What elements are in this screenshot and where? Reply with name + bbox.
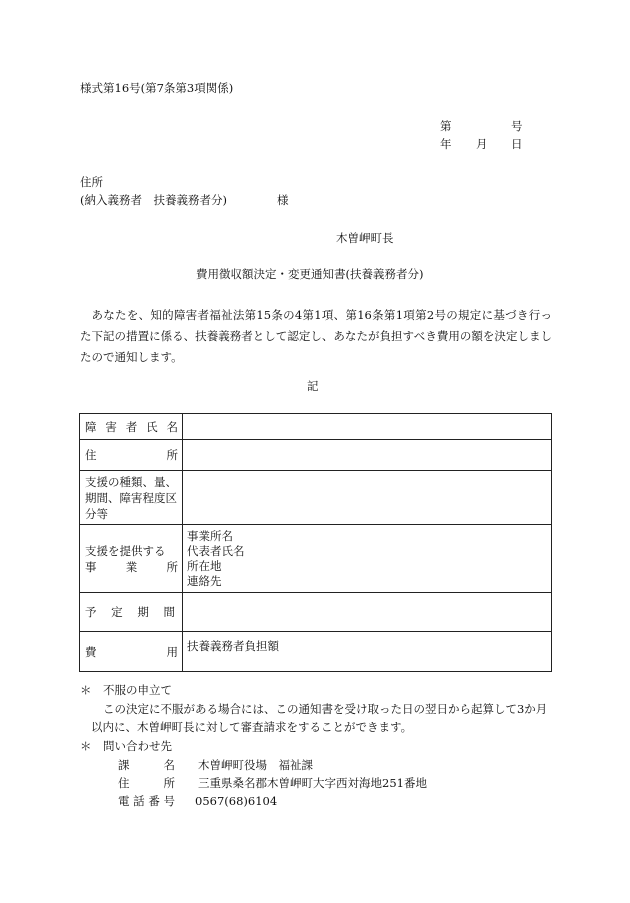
contact-section-label: 課 名 [118, 758, 176, 772]
provider-location: 所在地 [187, 558, 222, 573]
date-month: 月 [476, 137, 488, 151]
contact-section-value: 木曽岬町役場 福祉課 [198, 758, 313, 772]
label-support-type: 支援の種類、量、期間、障害程度区分等 [85, 474, 177, 521]
provider-fields [187, 529, 547, 589]
provider-business-name: 事業所名 [187, 528, 233, 543]
objection-heading: 不服の申立て [103, 683, 172, 697]
table-row [80, 525, 552, 593]
label-address: 住 所 [85, 448, 178, 462]
value-support-type [183, 471, 552, 525]
contact-heading: 問い合わせ先 [103, 739, 172, 753]
number-go: 号 [511, 119, 523, 133]
table-row [80, 593, 552, 632]
objection-bullet: ＊ [80, 683, 92, 697]
issuer: 木曽岬町長 [336, 231, 394, 245]
label-planned-period: 予 定 期 間 [85, 605, 175, 619]
table-row [80, 440, 552, 471]
table-row [80, 632, 552, 672]
contact-bullet: ＊ [80, 739, 92, 753]
label-provider-line1: 支援を提供する [85, 543, 166, 558]
value-disabled-person-name [183, 414, 552, 440]
contact-row-section [118, 760, 313, 772]
label-cost: 費 用 [85, 644, 178, 659]
value-address [183, 440, 552, 471]
number-dai: 第 [440, 119, 452, 133]
contact-phone-label: 電話番号 [118, 794, 175, 808]
body-paragraph [80, 305, 552, 368]
date-day: 日 [511, 137, 523, 151]
objection-line2: 以内に、木曽岬町長に対して審査請求をすることができます。 [91, 720, 413, 734]
value-planned-period [183, 593, 552, 632]
ki-heading: 記 [307, 379, 319, 393]
label-disabled-person-name: 障 害 者 氏 名 [85, 419, 178, 434]
info-table [79, 413, 552, 672]
recipient-honorific: 様 [277, 193, 289, 207]
contact-address-value: 三重県桑名郡木曽岬町大字西対海地251番地 [198, 776, 427, 790]
table-row [80, 414, 552, 440]
form-id: 様式第16号(第7条第3項関係) [80, 81, 234, 95]
contact-row-address [118, 778, 427, 790]
objection-line1: この決定に不服がある場合には、この通知書を受け取った日の翌日から起算して3か月 [103, 702, 548, 716]
recipient-address-label: 住所 [80, 175, 103, 189]
document-title: 費用徴収額決定・変更通知書(扶養義務者分) [196, 267, 424, 281]
contact-row-phone [118, 796, 277, 808]
provider-contact: 連絡先 [187, 573, 222, 588]
date-year: 年 [440, 137, 452, 151]
provider-representative: 代表者氏名 [187, 543, 245, 558]
contact-address-label: 住 所 [118, 776, 176, 790]
body-text: あなたを、知的障害者福祉法第15条の4第1項、第16条第1項第2号の規定に基づき行った下記の措置に係る、扶養義務者として認定し、あなたが負担すべき費用の額を決定しましたので通知します。 [80, 308, 552, 364]
contact-phone-value: 0567(68)6104 [195, 794, 278, 808]
recipient-role: (納入義務者 扶養義務者分) [80, 193, 227, 207]
table-row [80, 471, 552, 525]
label-provider-line2: 事 業 所 [85, 559, 178, 574]
value-cost-burden: 扶養義務者負担額 [187, 639, 279, 653]
